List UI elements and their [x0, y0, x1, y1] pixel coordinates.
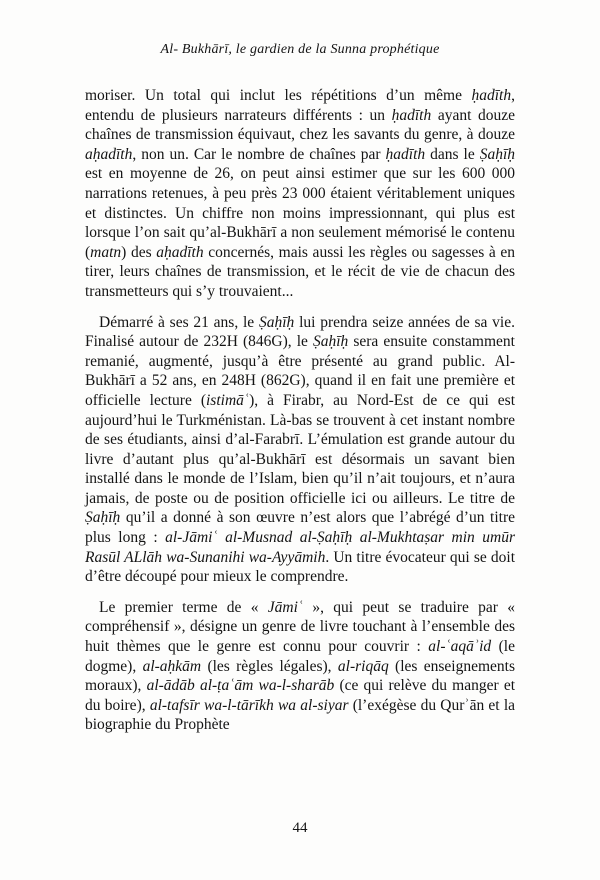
italic-term: matn — [90, 243, 122, 261]
paragraph — [85, 313, 515, 587]
text-run: (les enseignements moraux), — [85, 657, 515, 695]
page-number: 44 — [292, 820, 308, 836]
paragraph — [85, 86, 515, 302]
text-run: ) des — [121, 243, 157, 261]
body-text — [85, 86, 515, 735]
text-run: », qui peut se traduire par « compréhensif », désigne un genre de livre touchant à l’ensemble des huit thèmes que le genre est connu pour couvrir : — [85, 598, 515, 656]
text-run: (l’exégèse du Qurʾān et la biographie du Prophète — [85, 696, 516, 734]
italic-term: Jāmiʿ — [267, 598, 304, 616]
italic-term: al-ādāb al-ṭaʿām wa-l-sharāb — [146, 677, 335, 695]
italic-term: ḥadīth — [385, 145, 426, 163]
text-run: sera ensuite constamment remanié, augmenté, jusqu’à être présenté au grand public. Al-Bukhārī a 52 ans, en 248H (862G), quand il en fait une première et officielle lecture ( — [85, 333, 515, 409]
italic-term: istimāʿ — [206, 391, 250, 409]
italic-term: al-riqāq — [337, 657, 389, 675]
italic-term: ḥadīth — [471, 87, 512, 104]
paragraph — [85, 598, 515, 735]
italic-term: al-ʿaqāʾid — [428, 638, 492, 656]
text-run: (le dogme), — [85, 638, 515, 675]
text-run: ), à Firabr, au Nord-Est de ce qui est aujourd’hui le Turkménistan. Là-bas se trouvent à cet instant nombre de ses étudiants, ainsi d’al-Farabrī. L’émulation est grande autour du livre d’autant plus qu’al-Bukhārī est désormais un savant bien installé dans le monde de l’Islam, bien qu’il n’ait toujours, et n’aura jamais, de poste ou de position officielle ici ou ailleurs. Le titre de — [85, 391, 516, 507]
italic-term: Ṣaḥīḥ — [312, 333, 349, 351]
text-run: moriser. Un total qui inclut les répétitions d’un même — [85, 87, 472, 104]
italic-term: aḥadīth — [156, 243, 204, 261]
text-run: , entendu de plusieurs narrateurs différents : un — [85, 87, 515, 124]
italic-term: aḥadīth — [85, 145, 133, 163]
italic-term: Ṣaḥīḥ — [258, 313, 295, 331]
text-run: Démarré à ses 21 ans, le — [99, 313, 259, 331]
running-header: Al- Bukhārī, le gardien de la Sunna prophétique — [160, 42, 440, 57]
text-run: dans le — [425, 145, 480, 163]
text-run: ayant douze chaînes de transmission équivaut, chez les savants du genre, à douze — [85, 106, 515, 144]
italic-term: ḥadīth — [391, 106, 432, 124]
text-run: Le premier terme de « — [99, 598, 268, 616]
text-run: est en moyenne de 26, on peut ainsi estimer que sur les 600 000 narrations retenues, à peu près 23 000 étaient véritablement uniques et distinctes. Un chiffre non moins impressionnant, qui plus est lorsque l’on sait qu’al-Bukhārī a non seulement mémorisé le contenu ( — [85, 165, 515, 261]
italic-term: al-aḥkām — [142, 657, 202, 675]
text-run: (ce qui relève du manger et du boire), — [85, 677, 516, 714]
italic-term: Ṣaḥīḥ — [85, 509, 121, 527]
text-run: , non un. Car le nombre de chaînes par — [132, 145, 386, 163]
text-run: . Un titre évocateur qui se doit d’être découpé pour mieux le comprendre. — [85, 548, 515, 586]
italic-term: al-tafsīr wa-l-tārīkh wa al-siyar — [149, 696, 349, 714]
italic-term: Ṣaḥīḥ — [479, 145, 515, 163]
text-run: lui prendra seize années de sa vie. Finalisé autour de 232H (846G), le — [85, 313, 515, 351]
text-run: concernés, mais aussi les règles ou sagesses à en tirer, leurs chaînes de transmission, et le récit de vie de chacun des transmetteurs qui s’y trouvaient... — [85, 243, 515, 300]
text-run: (les règles légales), — [201, 657, 338, 675]
text-run: qu’il a donné à son œuvre n’est alors que l’abrégé d’un titre plus long : — [85, 509, 515, 547]
italic-term: al-Jāmiʿ al-Musnad al-Ṣaḥīḥ al-Mukhtaṣar min umūr Rasūl ALlāh wa-Sunanihi wa-Ayyāmih — [85, 529, 515, 566]
